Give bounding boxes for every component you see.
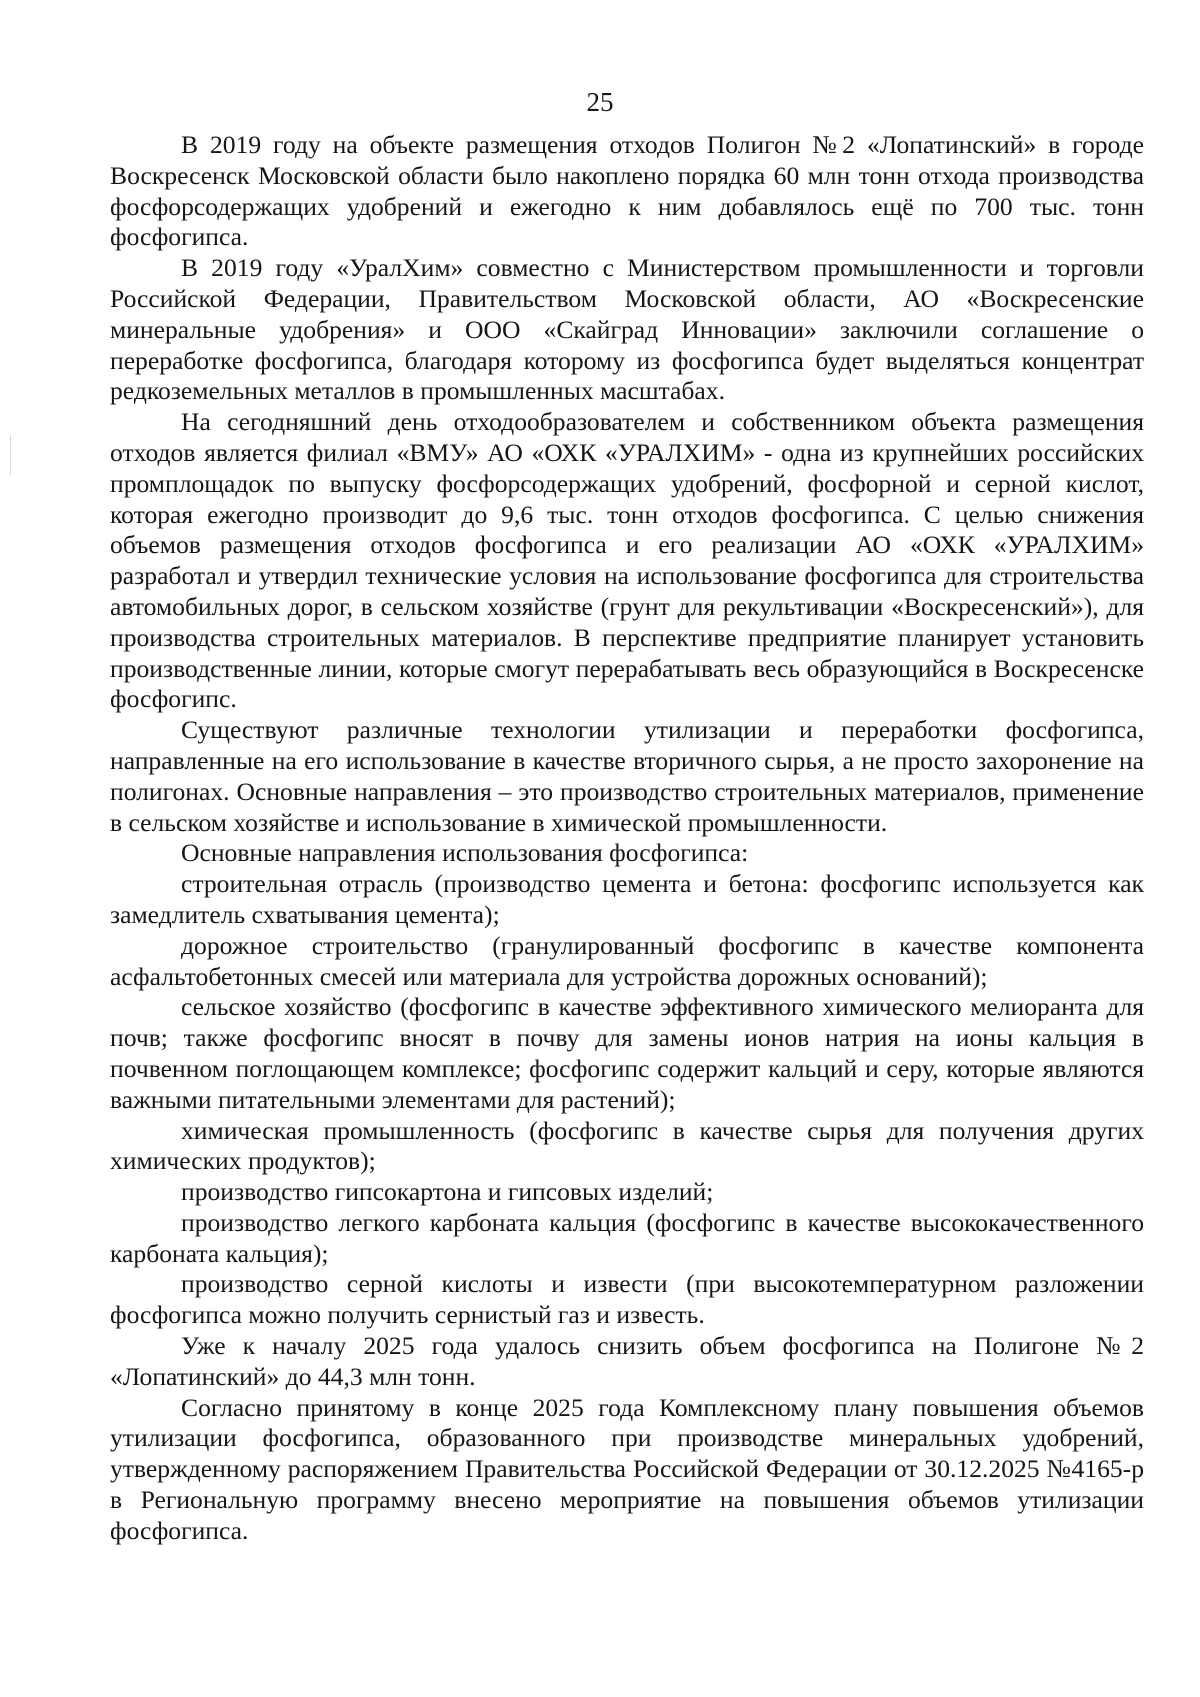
paragraph-reduction-2025: Уже к началу 2025 года удалось снизить объем фосфогипса на Полигоне №2 «Лопатинский» до 44,3 млн тонн.	[110, 1331, 1144, 1391]
list-item-chemical-industry: химическая промышленность (фосфогипс в качестве сырья для получения других химических продуктов);	[110, 1115, 1144, 1176]
paragraph-recycling-technologies: Существуют различные технологии утилизации и переработки фосфогипса, направленные на его использование в качестве вторичного сырья, а не просто захоронение на полигонах. Основные направления – это производство строительных материалов, применение в сельском хозяйстве и использование в химической промышленности.	[110, 715, 1144, 837]
list-item-calcium-carbonate: производство легкого карбоната кальция (фосфогипс в качестве высококачественного карбоната кальция);	[110, 1207, 1144, 1268]
list-item-agriculture: сельское хозяйство (фосфогипс в качестве эффективного химического мелиоранта для почв; также фосфогипс вносят в почву для замены ионов натрия на ионы кальция в почвенном поглощающем комплексе; фосфогипс содержит кальций и серу, которые являются важными питательными элементами для растений);	[110, 992, 1144, 1114]
paragraph-polygon-accumulation: В 2019 году на объекте размещения отходов Полигон №2 «Лопатинский» в городе Воскресенск Московской области было накоплено порядка 60 млн тонн отхода производства фосфорсодержащих удобрений и ежегодно к ним добавлялось ещё по 700 тыс. тонн фосфогипса.	[110, 130, 1144, 252]
page-number: 25	[586, 87, 614, 117]
paragraph-waste-owner: На сегодняшний день отходообразователем и собственником объекта размещения отходов является филиал «ВМУ» АО «ОХК «УРАЛХИМ» - одна из крупнейших российских промплощадок по выпуску фосфорсодержащих удобрений, фосфорной и серной кислот, которая ежегодно производит до 9,6 тыс. тонн отходов фосфогипса. С целью снижения объемов размещения отходов фосфогипса и его реализации АО «ОХК «УРАЛХИМ» разработал и утвердил технические условия на использование фосфогипса для строительства автомобильных дорог, в сельском хозяйстве (грунт для рекультивации «Воскресенский»), для производства строительных материалов. В перспективе предприятие планирует установить производственные линии, которые смогут перерабатывать весь образующийся в Воскресенске фосфогипс.	[110, 407, 1144, 714]
scan-margin-mark	[10, 435, 11, 475]
list-item-sulfuric-acid: производство серной кислоты и извести (при высокотемпературном разложении фосфогипса можно получить сернистый газ и известь.	[110, 1269, 1144, 1330]
list-item-road-construction: дорожное строительство (гранулированный фосфогипс в качестве компонента асфальтобетонных смесей или материала для устройства дорожных оснований);	[110, 930, 1144, 991]
document-body	[110, 130, 1144, 1547]
list-item-drywall-production: производство гипсокартона и гипсовых изделий;	[181, 1177, 714, 1207]
paragraph-uralchem-agreement: В 2019 году «УралХим» совместно с Министерством промышленности и торговли Российской Федерации, Правительством Московской области, АО «Воскресенские минеральные удобрения» и ООО «Скайград Инновации» заключили соглашение о переработке фосфогипса, благодаря которому из фосфогипса будет выделяться концентрат редкоземельных металлов в промышленных масштабах.	[110, 253, 1144, 406]
paragraph-directions-heading: Основные направления использования фосфогипса:	[181, 838, 749, 868]
paragraph-complex-plan: Согласно принятому в конце 2025 года Комплексному плану повышения объемов утилизации фосфогипса, образованного при производстве минеральных удобрений, утвержденному распоряжением Правительства Российской Федерации от 30.12.2025 №4165-р в Региональную программу внесено мероприятие на повышения объемов утилизации фосфогипса.	[110, 1392, 1144, 1545]
list-item-construction-industry: строительная отрасль (производство цемента и бетона: фосфогипс используется как замедлитель схватывания цемента);	[110, 869, 1144, 929]
